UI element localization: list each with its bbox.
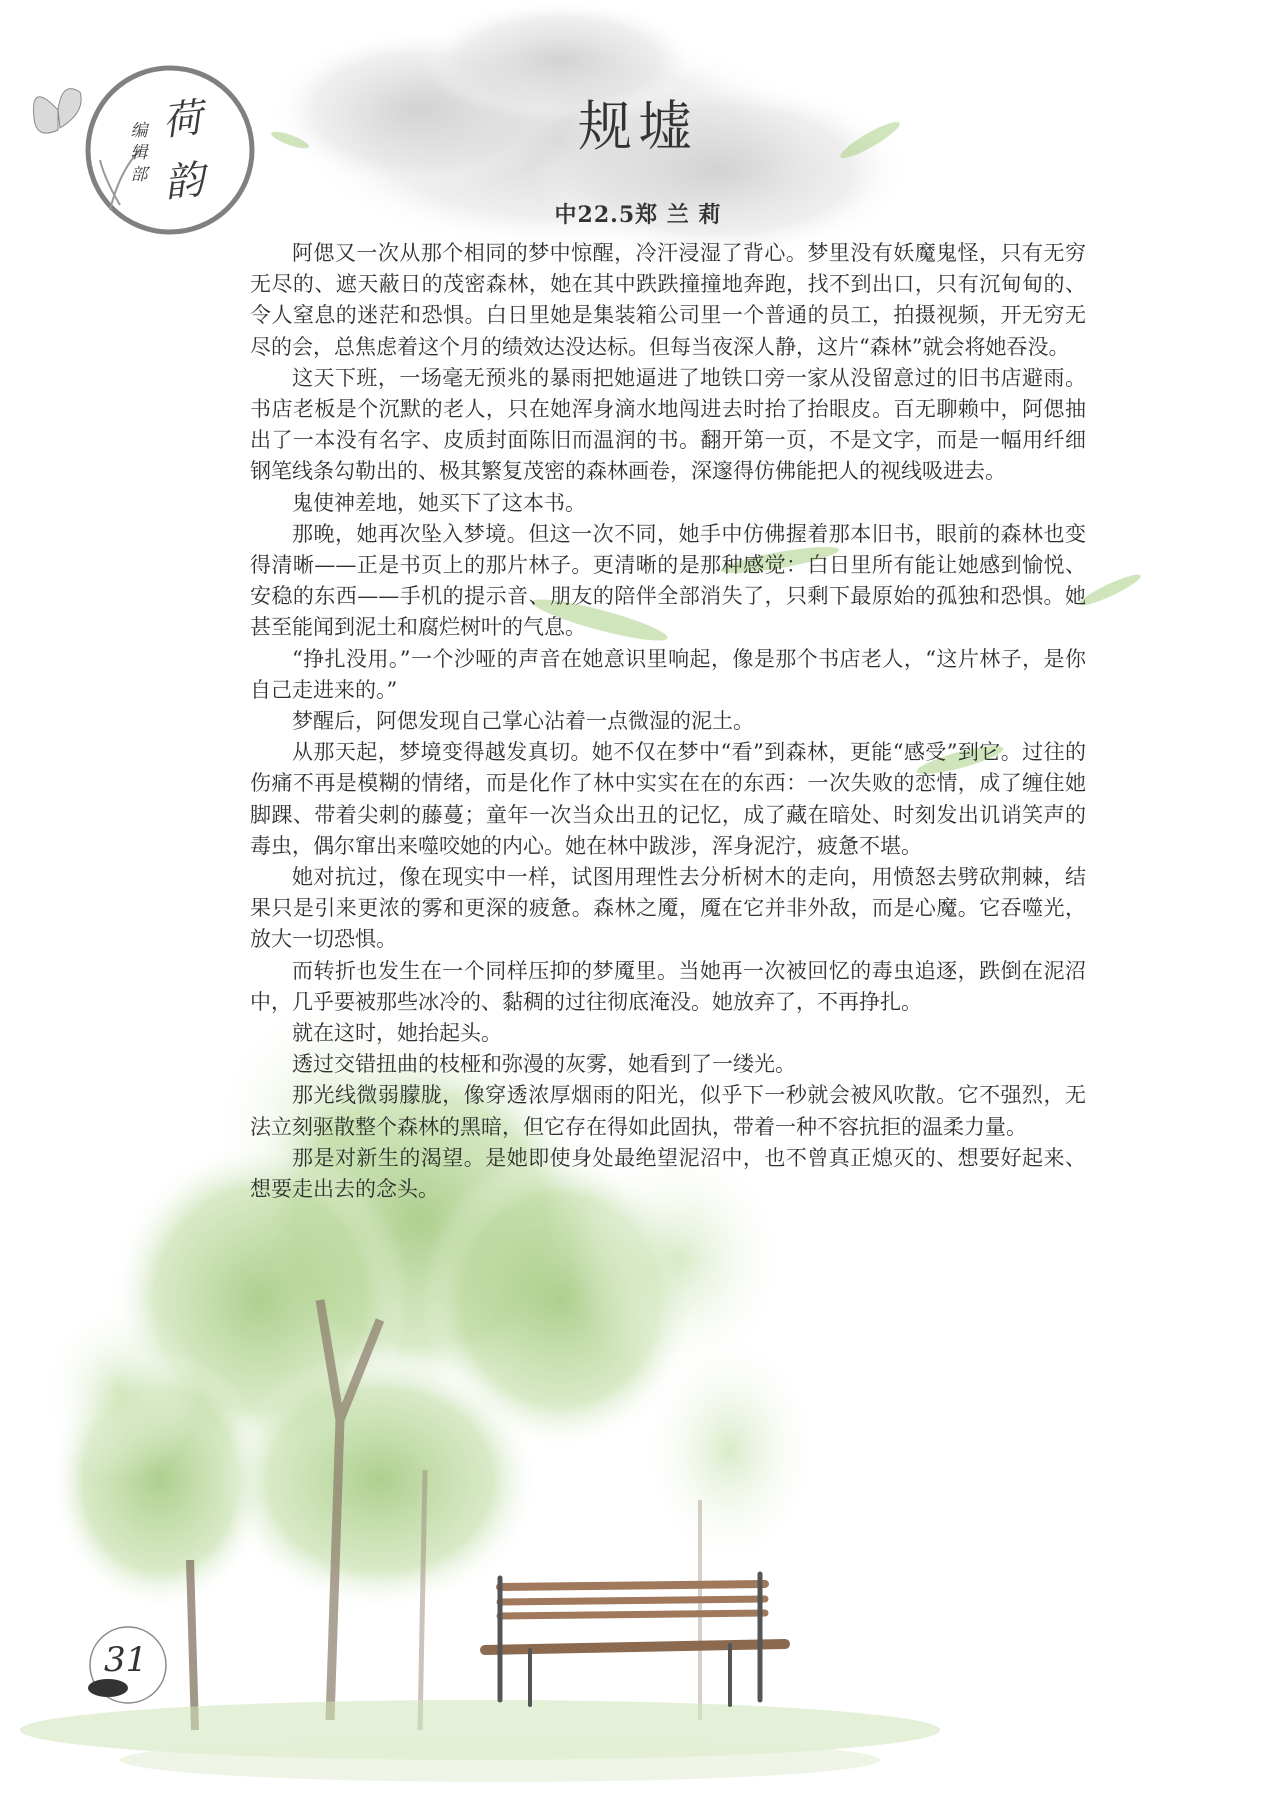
seal-subtitle: 编辑部	[130, 121, 148, 185]
paragraph: “挣扎没用。”一个沙哑的声音在她意识里响起，像是那个书店老人，“这片林子，是你自己走进来的。”	[250, 646, 1086, 702]
paragraph: 而转折也发生在一个同样压抑的梦魇里。当她再一次被回忆的毒虫追逐，跌倒在泥沼中，几乎要被那些冰冷的、黏稠的过往彻底淹没。她放弃了，不再挣扎。	[250, 958, 1086, 1014]
paragraph: 她对抗过，像在现实中一样，试图用理性去分析树木的走向，用愤怒去劈砍荆棘，结果只是引来更浓的雾和更深的疲惫。森林之魇，魇在它并非外敌，而是心魔。它吞噬光，放大一切恐惧。	[250, 865, 1086, 952]
paragraph: 这天下班，一场毫无预兆的暴雨把她逼进了地铁口旁一家从没留意过的旧书店避雨。书店老板是个沉默的老人，只在她浑身滴水地闯进去时抬了抬眼皮。百无聊赖中，阿偲抽出了一本没有名字、皮质封面陈旧而温润的书。翻开第一页，不是文字，而是一幅用纤细钢笔线条勾勒出的、极其繁复茂密的森林画卷，深邃得仿佛能把人的视线吸进去。	[250, 365, 1086, 484]
seal-char-top: 荷	[160, 95, 205, 145]
paragraph: 阿偲又一次从那个相同的梦中惊醒，冷汗浸湿了背心。梦里没有妖魔鬼怪，只有无穷无尽的、遮天蔽日的茂密森林，她在其中跌跌撞撞地奔跑，找不到出口，只有沉甸甸的、令人窒息的迷茫和恐惧。白日里她是集装箱公司里一个普通的员工，拍摄视频，开无穷无尽的会，总焦虑着这个月的绩效达没达标。但每当夜深人静，这片“森林”就会将她吞没。	[250, 241, 1086, 359]
paragraph: 那光线微弱朦胧，像穿透浓厚烟雨的阳光，似乎下一秒就会被风吹散。它不强烈，无法立刻驱散整个森林的黑暗，但它存在得如此固执，带着一种不容抗拒的温柔力量。	[250, 1083, 1086, 1139]
paragraph: 那晚，她再次坠入梦境。但这一次不同，她手中仿佛握着那本旧书，眼前的森林也变得清晰——正是书页上的那片林子。更清晰的是那种感觉：白日里所有能让她感到愉悦、安稳的东西——手机的提示音、朋友的陪伴全部消失了，只剩下最原始的孤独和恐惧。她甚至能闻到泥土和腐烂树叶的气息。	[250, 521, 1086, 640]
article-title: 规墟	[578, 95, 698, 158]
seal-char-bottom: 韵	[162, 157, 207, 207]
paragraph: 鬼使神差地，她买下了这本书。	[292, 490, 586, 515]
bench-illustration	[485, 1574, 785, 1705]
article-body	[250, 238, 1086, 1205]
article-author: 中22.5郑 兰 莉	[554, 202, 722, 228]
paragraph: 梦醒后，阿偲发现自己掌心沾着一点微湿的泥土。	[292, 709, 754, 734]
paragraph: 透过交错扭曲的枝桠和弥漫的灰雾，她看到了一缕光。	[292, 1052, 796, 1077]
page-number: 31	[104, 1640, 148, 1680]
paragraph: 那是对新生的渴望。是她即使身处最绝望泥沼中，也不曾真正熄灭的、想要好起来、想要走出去的念头。	[250, 1145, 1086, 1202]
paragraph: 就在这时，她抬起头。	[292, 1021, 502, 1046]
paragraph: 从那天起，梦境变得越发真切。她不仅在梦中“看”到森林，更能“感受”到它。过往的伤痛不再是模糊的情绪，而是化作了林中实实在在的东西：一次失败的恋情，成了缠住她脚踝、带着尖刺的藤蔓；童年一次当众出丑的记忆，成了藏在暗处、时刻发出讥诮笑声的毒虫，偶尔窜出来噬咬她的内心。她在林中跋涉，浑身泥泞，疲惫不堪。	[250, 740, 1086, 858]
